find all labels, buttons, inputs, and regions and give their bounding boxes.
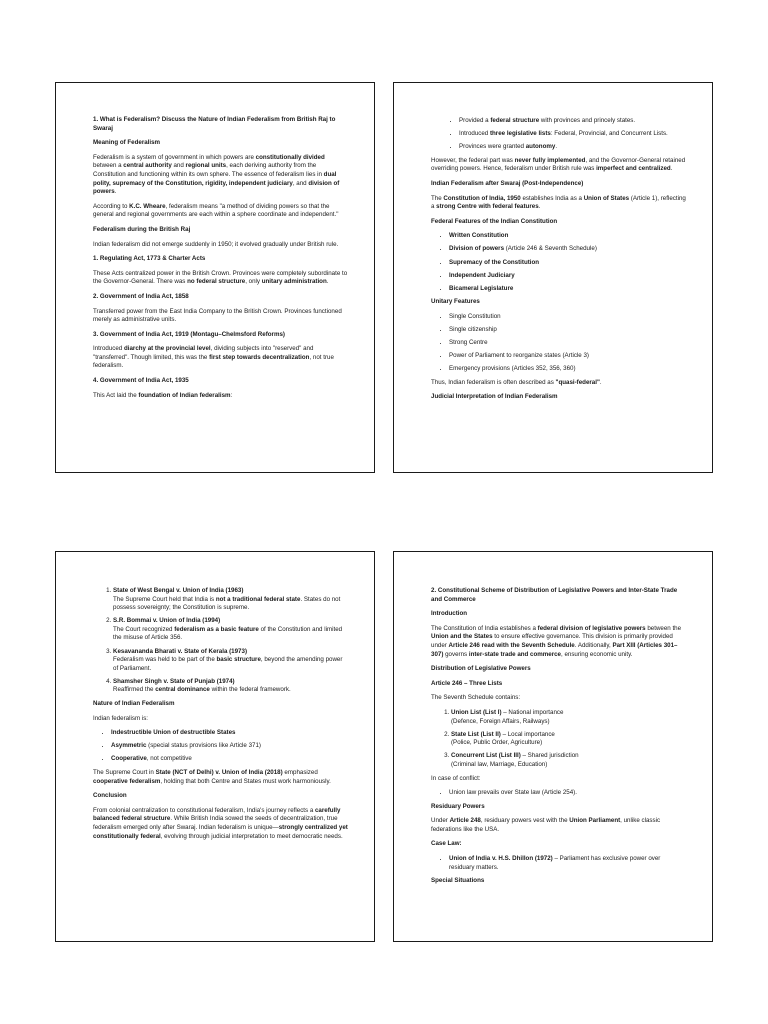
list-item: • Division of powers (Article 246 & Seventh Schedule) bbox=[449, 245, 686, 254]
page-title: 2. Constitutional Scheme of Distribution of Legislative Powers and Inter-State Trade and Commerce bbox=[431, 587, 678, 603]
paragraph: From colonial centralization to constitutional federalism, India's journey reflects a carefully balanced federal structure. While British India sowed the seeds of decentralization, true federalism emerged only after Swaraj. Indian federalism is unique—strongly centralized yet constitutionally federal, evolving through judicial interpretation to meet democratic needs. bbox=[93, 806, 348, 840]
section-heading: Meaning of Federalism bbox=[93, 139, 161, 147]
section-heading: Conclusion bbox=[93, 792, 127, 800]
section-heading: Case Law: bbox=[431, 840, 462, 848]
section-heading: Federalism during the British Raj bbox=[93, 225, 191, 233]
list-item: 2. State List (List II) – Local importance (Police, Public Order, Agriculture) bbox=[451, 731, 686, 748]
section-heading: Special Situations bbox=[431, 877, 485, 885]
section-heading: Residuary Powers bbox=[431, 802, 485, 810]
paragraph: The Seventh Schedule contains: bbox=[431, 694, 521, 702]
paragraph: The Supreme Court in State (NCT of Delhi) v. Union of India (2018) emphasized cooperative federalism, holding that both Centre and States must work harmoniously. bbox=[93, 769, 331, 785]
sub-heading: 3. Government of India Act, 1919 (Montagu–Chelmsford Reforms) bbox=[93, 330, 285, 338]
sub-heading: 1. Regulating Act, 1773 & Charter Acts bbox=[93, 255, 206, 263]
list-item: • Supremacy of the Constitution bbox=[449, 259, 686, 268]
page-title: 1. What is Federalism? Discuss the Nature of Indian Federalism from British Raj to Swaraj bbox=[93, 116, 336, 132]
bullet-list bbox=[431, 232, 686, 293]
section-heading: Indian Federalism after Swaraj (Post-Independence) bbox=[431, 179, 584, 187]
list-item: 3. Kesavananda Bharati v. State of Kerala (1973) Federalism was held to be part of the basic structure, beyond the amending power of Parliament. bbox=[113, 648, 348, 674]
list-item: • Union of India v. H.S. Dhillon (1972) – Parliament has exclusive power over residuary matters. bbox=[449, 855, 686, 872]
list-item: 1. Union List (List I) – National importance (Defence, Foreign Affairs, Railways) bbox=[451, 709, 686, 726]
numbered-list bbox=[431, 709, 686, 770]
section-heading: Distribution of Legislative Powers bbox=[431, 665, 531, 673]
paragraph: According to K.C. Wheare, federalism means "a method of dividing powers so that the general and regional governments are each within a sphere coordinate and independent." bbox=[93, 202, 339, 219]
slide-page-1 bbox=[55, 82, 375, 473]
paragraph: This Act laid the foundation of Indian federalism: bbox=[93, 391, 233, 399]
list-item: • Emergency provisions (Articles 352, 356, 360) bbox=[449, 365, 686, 374]
bullet-list bbox=[93, 729, 348, 764]
case-list bbox=[93, 587, 348, 695]
bullet-list bbox=[431, 855, 686, 872]
paragraph: Under Article 248, residuary powers vest with the Union Parliament, unlike classic federations like the USA. bbox=[431, 817, 661, 833]
list-item: 1. State of West Bengal v. Union of India (1963) The Supreme Court held that India is not a traditional federal state. States do not possess sovereignty; the Constitution is supreme. bbox=[113, 587, 348, 613]
paragraph: Indian federalism is: bbox=[93, 714, 149, 722]
section-heading: Introduction bbox=[431, 610, 468, 618]
list-item: • Provinces were granted autonomy. bbox=[459, 143, 686, 152]
slide-page-4 bbox=[393, 551, 713, 942]
list-item: 2. S.R. Bommai v. Union of India (1994) The Court recognized federalism as a basic feature of the Constitution and limited the misuse of Article 356. bbox=[113, 617, 348, 643]
list-item: • Indestructible Union of destructible States bbox=[111, 729, 348, 738]
bullet-list bbox=[431, 313, 686, 374]
paragraph: Introduced diarchy at the provincial level, dividing subjects into "reserved" and "transferred". Though limited, this was the first step towards decentralization, not true federalism. bbox=[93, 345, 334, 370]
sub-heading: Article 246 – Three Lists bbox=[431, 679, 503, 687]
paragraph: However, the federal part was never fully implemented, and the Governor-General retained overriding powers. Hence, federalism under British rule was imperfect and centralized. bbox=[431, 156, 686, 173]
sub-heading: 4. Government of India Act, 1935 bbox=[93, 377, 189, 385]
section-heading: Federal Features of the Indian Constitution bbox=[431, 217, 558, 225]
paragraph: These Acts centralized power in the British Crown. Provinces were completely subordinate to the Governor-General. There was no federal structure, only unitary administration. bbox=[93, 269, 348, 286]
slide-page-2 bbox=[393, 82, 713, 473]
slide-page-3 bbox=[55, 551, 375, 942]
list-item: • Single citizenship bbox=[449, 326, 686, 335]
paragraph: The Constitution of India, 1950 establishes India as a Union of States (Article 1), reflecting a strong Centre with federal features. bbox=[431, 194, 686, 211]
list-item: • Union law prevails over State law (Article 254). bbox=[449, 789, 686, 798]
list-item: 4. Shamsher Singh v. State of Punjab (1974) Reaffirmed the central dominance within the federal framework. bbox=[113, 678, 348, 695]
list-item: • Introduced three legislative lists: Federal, Provincial, and Concurrent Lists. bbox=[459, 130, 686, 139]
paragraph: In case of conflict: bbox=[431, 774, 481, 782]
list-item: • Written Constitution bbox=[449, 232, 686, 241]
list-item: • Asymmetric (special status provisions like Article 371) bbox=[111, 742, 348, 751]
bullet-list bbox=[441, 117, 686, 152]
paragraph: Indian federalism did not emerge suddenly in 1950; it evolved gradually under British rule. bbox=[93, 240, 339, 248]
list-item: • Independent Judiciary bbox=[449, 272, 686, 281]
bullet-list bbox=[431, 789, 686, 798]
paragraph: Transferred power from the East India Company to the British Crown. Provinces functioned merely as administrative units. bbox=[93, 307, 342, 324]
list-item: 3. Concurrent List (List III) – Shared jurisdiction (Criminal law, Marriage, Education) bbox=[451, 752, 686, 769]
paragraph: The Constitution of India establishes a federal division of legislative powers between the Union and the States to ensure effective governance. This division is primarily provided under Article 246 read with the Seventh Schedule. Additionally, Part XIII (Articles 301–307) governs inter-state trade and commerce, ensuring economic unity. bbox=[431, 624, 682, 658]
section-heading: Nature of Indian Federalism bbox=[93, 700, 175, 708]
section-heading: Unitary Features bbox=[431, 298, 480, 306]
list-item: • Provided a federal structure with provinces and princely states. bbox=[459, 117, 686, 126]
list-item: • Cooperative, not competitive bbox=[111, 755, 348, 764]
section-heading: Judicial Interpretation of Indian Federalism bbox=[431, 393, 558, 401]
list-item: • Strong Centre bbox=[449, 339, 686, 348]
paragraph: Federalism is a system of government in which powers are constitutionally divided between a central authority and regional units, each deriving authority from the Constitution and functioning within its own sphere. The essence of federalism lies in dual polity, supremacy of the Constitution, rigidity, independent judiciary, and division of powers. bbox=[93, 153, 340, 196]
list-item: • Single Constitution bbox=[449, 313, 686, 322]
list-item: • Bicameral Legislature bbox=[449, 285, 686, 294]
list-item: • Power of Parliament to reorganize states (Article 3) bbox=[449, 352, 686, 361]
sub-heading: 2. Government of India Act, 1858 bbox=[93, 292, 189, 300]
paragraph: Thus, Indian federalism is often described as "quasi-federal". bbox=[431, 378, 602, 386]
